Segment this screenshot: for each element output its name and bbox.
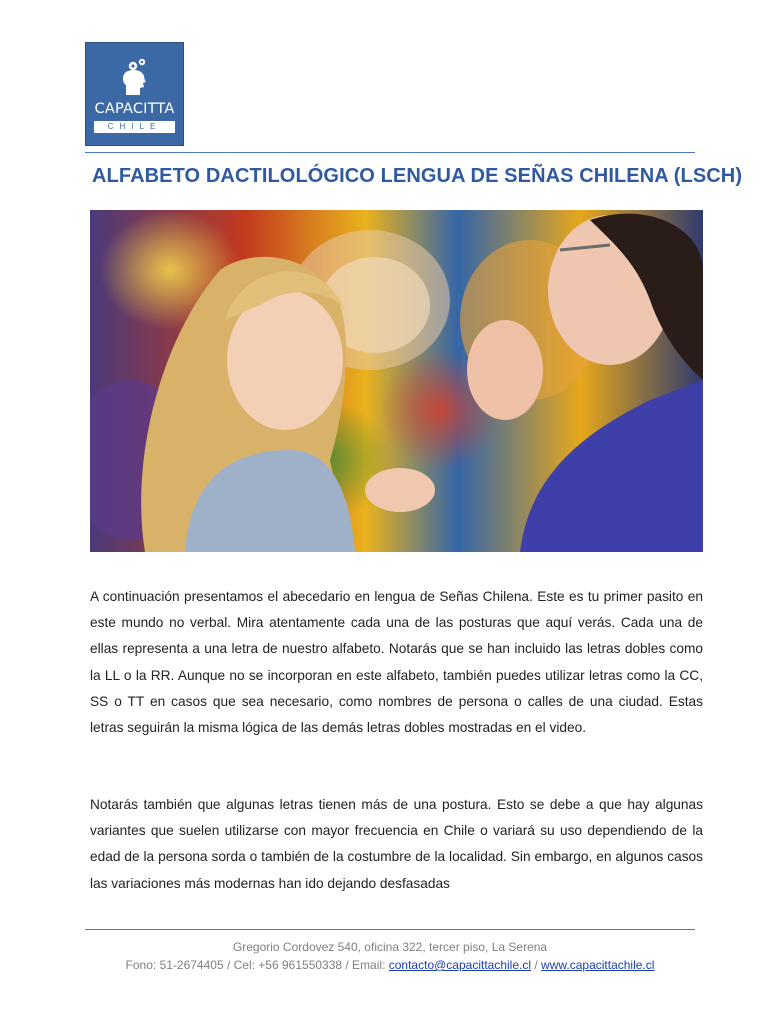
logo-brand-text: CAPACITTA (94, 101, 175, 117)
intro-paragraph: A continuación presentamos el abecedario en lengua de Señas Chilena. Este es tu primer pasito en este mundo no verbal. Mira atentamente cada una de las posturas que aquí verás. Cada una de ellas representa a una letra de nuestro alfabeto. Notarás que se han incluido las letras dobles como la LL o la RR. Aunque no se incorporan en este alfabeto, también puedes utilizar letras como la CC, SS o TT en casos que sea necesario, como nombres de persona o calles de una ciudad. Estas letras seguirán la misma lógica de las demás letras dobles mostradas en el video. (90, 589, 703, 736)
variants-paragraph: Notarás también que algunas letras tienen más de una postura. Esto se debe a que hay algunas variantes que suelen utilizarse con mayor frecuencia en Chile o variará su uso dependiendo de la edad de la persona sorda o también de la costumbre de la localidad. Sin embargo, en algunos casos las variaciones más modernas han ido dejando desfasadas (90, 797, 703, 891)
footer-divider (85, 929, 695, 930)
company-logo (85, 42, 184, 146)
email-link[interactable]: contacto@capacittachile.cl (388, 958, 532, 972)
footer-address: Gregorio Cordovez 540, oficina 322, tercer piso, La Serena (232, 940, 548, 954)
head-gears-icon (120, 57, 152, 99)
sign-language-photo (90, 210, 703, 552)
photo-illustration (90, 210, 703, 552)
header-divider (85, 152, 695, 153)
document-title: ALFABETO DACTILOLÓGICO LENGUA DE SEÑAS CHILENA (LSCH) (92, 165, 743, 187)
footer-contact (85, 958, 695, 972)
footer-separator: / (534, 958, 538, 972)
logo-country-text: CHILE (94, 121, 175, 133)
website-link[interactable]: www.capacittachile.cl (541, 958, 655, 972)
footer-contact-text: Fono: 51-2674405 / Cel: +56 961550338 / Email: (125, 958, 386, 972)
